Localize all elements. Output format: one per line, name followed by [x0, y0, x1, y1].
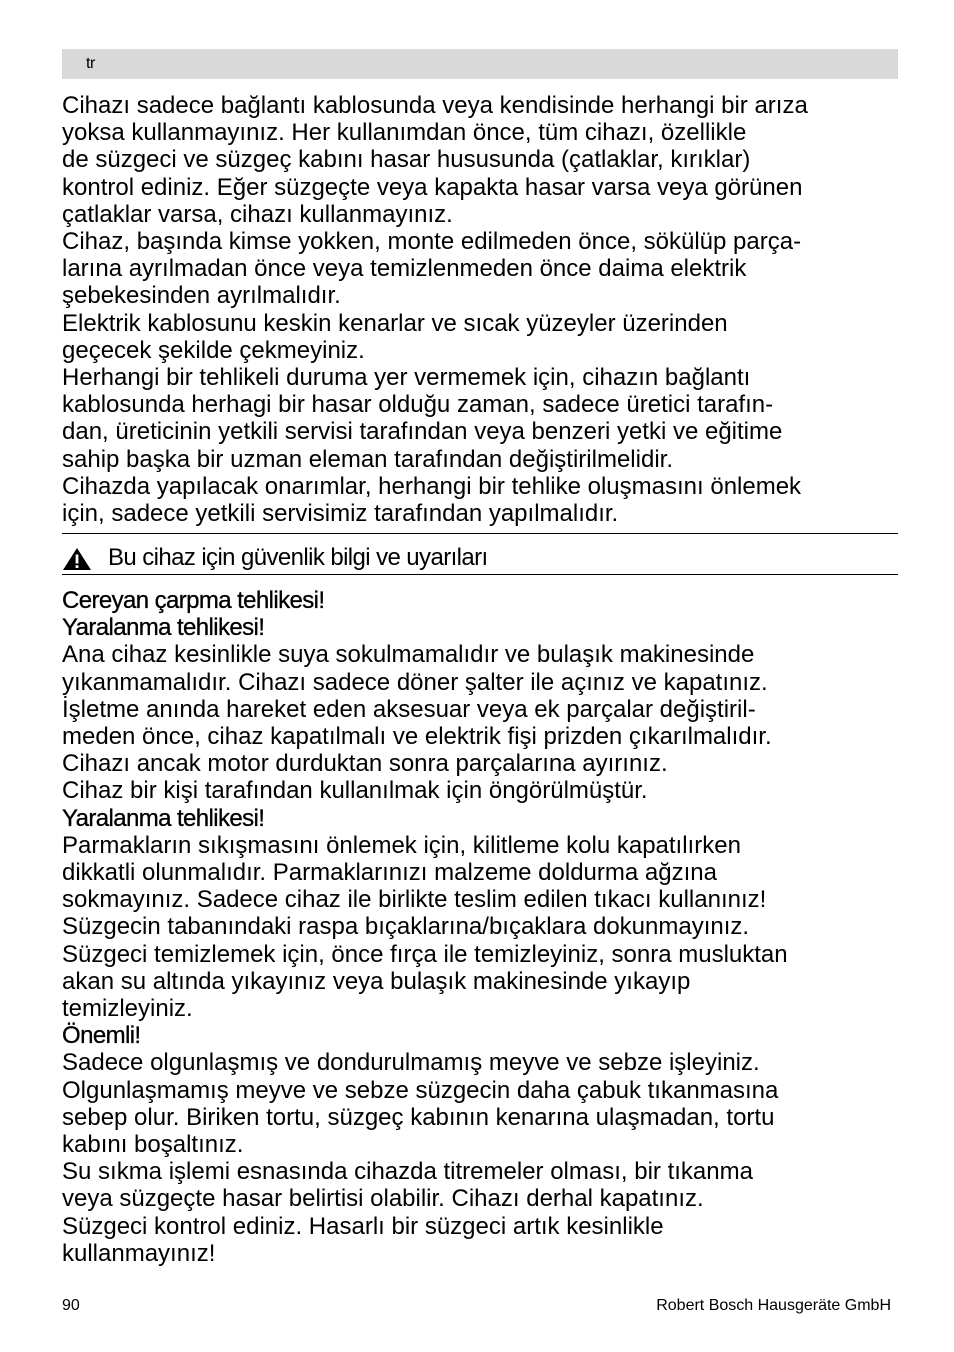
text-line: Cihazı ancak motor durduktan sonra parçalarına ayırınız.	[62, 750, 668, 778]
text-line: meden önce, cihaz kapatılmalı ve elektrik fişi prizden çıkarılmalıdır.	[62, 723, 772, 751]
language-header-bar	[62, 49, 898, 79]
language-code: tr	[86, 55, 95, 72]
text-line: veya süzgeçte hasar belirtisi olabilir. Cihazı derhal kapatınız.	[62, 1185, 704, 1213]
text-line: kontrol ediniz. Eğer süzgeçte veya kapakta hasar varsa veya görünen	[62, 173, 803, 201]
text-line: Ana cihaz kesinlikle suya sokulmamalıdır ve bulaşık makinesinde	[62, 641, 755, 669]
text-line: temizleyiniz.	[62, 995, 193, 1023]
text-line: geçecek şekilde çekmeyiniz.	[62, 336, 365, 364]
text-line: Herhangi bir tehlikeli duruma yer vermemek için, cihazın bağlantı	[62, 364, 751, 392]
section-title: Bu cihaz için güvenlik bilgi ve uyarıları	[108, 544, 488, 571]
text-line: yıkanmamalıdır. Cihazı sadece döner şalter ile açınız ve kapatınız.	[62, 668, 768, 696]
warning-subheading: Yaralanma tehlikesi!	[62, 614, 265, 642]
text-line: Süzgeci temizlemek için, önce fırça ile temizleyiniz, sonra musluktan	[62, 940, 788, 968]
text-line: Olgunlaşmamış meyve ve sebze süzgecin daha çabuk tıkanmasına	[62, 1076, 779, 1104]
text-line: Elektrik kablosunu keskin kenarlar ve sıcak yüzeyler üzerinden	[62, 309, 728, 337]
safety-text-block	[62, 587, 902, 1267]
text-line: Cihaz bir kişi tarafından kullanılmak için öngörülmüştür.	[62, 777, 648, 805]
text-line: sebep olur. Biriken tortu, süzgeç kabının kenarına ulaşmadan, tortu	[62, 1103, 775, 1131]
text-line: akan su altında yıkayınız veya bulaşık makinesinde yıkayıp	[62, 967, 691, 995]
text-line: dan, üreticinin yetkili servisi tarafından veya benzeri yetki ve eğitime	[62, 418, 783, 446]
text-line: Süzgecin tabanındaki raspa bıçaklarına/bıçaklara dokunmayınız.	[62, 913, 750, 941]
text-line: için, sadece yetkili servisimiz tarafından yapılmalıdır.	[62, 500, 619, 528]
text-line: Su sıkma işlemi esnasında cihazda titremeler olması, bir tıkanma	[62, 1158, 753, 1186]
text-line: İşletme anında hareket eden aksesuar veya ek parçalar değiştiril-	[62, 695, 756, 723]
safety-section-header	[62, 533, 898, 575]
text-line: Süzgeci kontrol ediniz. Hasarlı bir süzgeci artık kesinlikle	[62, 1212, 664, 1240]
text-line: de süzgeci ve süzgeç kabını hasar hususunda (çatlaklar, kırıklar)	[62, 146, 751, 174]
footer-company: Robert Bosch Hausgeräte GmbH	[656, 1297, 891, 1314]
warning-subheading: Cereyan çarpma tehlikesi!	[62, 587, 325, 614]
text-line: Parmakların sıkışmasını önlemek için, kilitleme kolu kapatılırken	[62, 831, 741, 859]
text-line: şebekesinden ayrılmalıdır.	[62, 282, 341, 310]
text-line: kablosunda herhagi bir hasar olduğu zaman, sadece üretici tarafın-	[62, 391, 774, 419]
text-line: Sadece olgunlaşmış ve dondurulmamış meyve ve sebze işleyiniz.	[62, 1049, 760, 1077]
text-line: dikkatli olunmalıdır. Parmaklarınızı malzeme doldurma ağzına	[62, 859, 717, 887]
intro-text-block	[62, 92, 902, 527]
text-line: sokmayınız. Sadece cihaz ile birlikte teslim edilen tıkacı kullanınız!	[62, 886, 767, 914]
text-line: Cihazda yapılacak onarımlar, herhangi bir tehlike oluşmasını önlemek	[62, 472, 802, 500]
text-line: sahip başka bir uzman eleman tarafından değiştirilmelidir.	[62, 445, 673, 473]
warning-subheading: Önemli!	[62, 1022, 141, 1050]
text-line: yoksa kullanmayınız. Her kullanımdan önce, tüm cihazı, özellikle	[62, 119, 747, 147]
warning-subheading: Yaralanma tehlikesi!	[62, 804, 265, 832]
page-number: 90	[62, 1297, 80, 1314]
text-line: Cihazı sadece bağlantı kablosunda veya kendisinde herhangi bir arıza	[62, 92, 808, 119]
text-line: çatlaklar varsa, cihazı kullanmayınız.	[62, 200, 453, 228]
text-line: kabını boşaltınız.	[62, 1131, 244, 1159]
warning-triangle-icon	[62, 547, 92, 571]
text-line: kullanmayınız!	[62, 1239, 216, 1267]
text-line: Cihaz, başında kimse yokken, monte edilmeden önce, sökülüp parça-	[62, 228, 802, 256]
text-line: larına ayrılmadan önce veya temizlenmeden önce daima elektrik	[62, 255, 747, 283]
